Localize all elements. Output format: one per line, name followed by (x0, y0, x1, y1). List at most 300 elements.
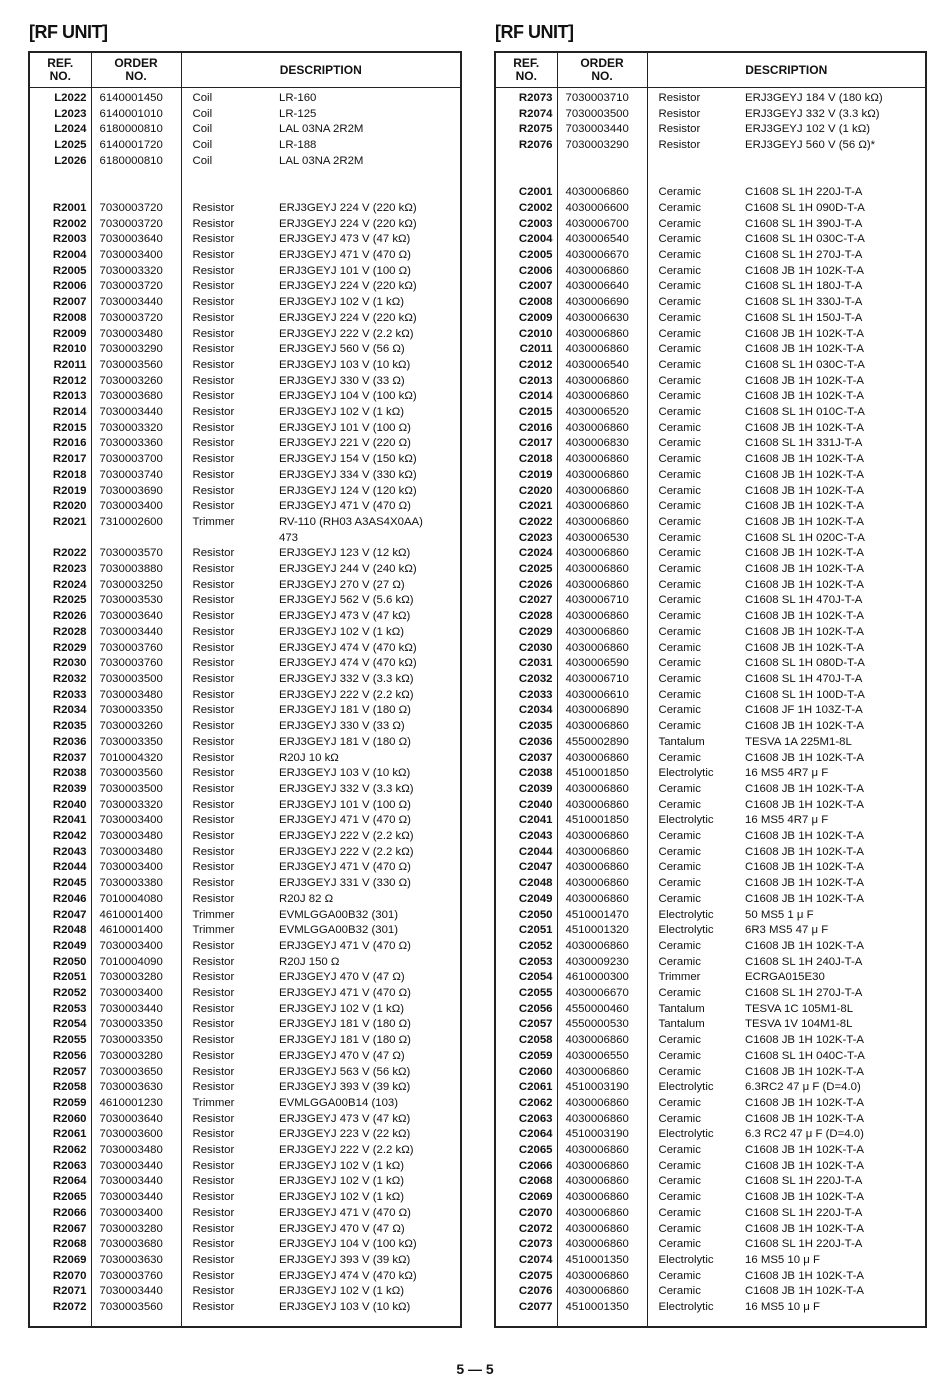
table-row (30, 436, 460, 452)
order-no-cell: 6140001720 (91, 138, 181, 154)
order-no-cell: 4030006860 (557, 1222, 647, 1238)
part-type-cell: Ceramic (658, 406, 701, 419)
part-type-cell (647, 154, 745, 170)
table-row (496, 1065, 925, 1081)
table-row (496, 1190, 925, 1206)
description-cell: C1608 JB 1H 102K-T-A (745, 578, 865, 591)
table-row (496, 295, 925, 311)
part-type-cell: Ceramic (658, 1065, 701, 1078)
table-row (496, 860, 925, 876)
order-no-cell: 7030003600 (91, 1127, 181, 1143)
order-no-cell: 4030006860 (557, 1237, 647, 1253)
ref-no-cell: C2030 (496, 641, 557, 657)
order-no-cell: 4510003190 (557, 1080, 647, 1096)
order-no-header (557, 53, 647, 88)
ref-no-cell: C2007 (496, 279, 557, 295)
description-cell: ERJ3GEYJ 470 V (47 Ω) (279, 1049, 405, 1062)
ref-no-cell: C2065 (496, 1143, 557, 1159)
table-row (496, 170, 925, 186)
table-row (496, 342, 925, 358)
part-type-cell: Ceramic (658, 1112, 701, 1125)
part-type-cell: Resistor (192, 1285, 235, 1298)
part-type-cell (647, 170, 745, 186)
part-type-cell: Resistor (192, 343, 235, 356)
ref-no-cell: R2074 (496, 107, 557, 123)
part-type-cell: Coil (192, 154, 213, 167)
table-row (30, 1300, 460, 1316)
table-row (496, 782, 925, 798)
order-no-cell: 7030003720 (91, 311, 181, 327)
ref-no-cell: R2033 (30, 688, 91, 704)
ref-no-cell: C2060 (496, 1065, 557, 1081)
order-no-cell: 7030003630 (91, 1080, 181, 1096)
table-row (30, 672, 460, 688)
part-type-cell (181, 170, 279, 186)
part-type-cell: Electrolytic (658, 908, 714, 921)
order-no-cell: 4030006710 (557, 672, 647, 688)
part-type-cell: Resistor (192, 327, 235, 340)
ref-no-cell: C2026 (496, 578, 557, 594)
order-no-cell: 4030006860 (557, 1269, 647, 1285)
order-no-cell: 7030003640 (91, 1112, 181, 1128)
description-header (647, 53, 925, 88)
order-no-cell: 4030006860 (557, 892, 647, 908)
table-row (30, 1284, 460, 1300)
table-row (30, 1080, 460, 1096)
part-type-cell: Ceramic (658, 672, 701, 685)
table-row (496, 217, 925, 233)
ref-no-cell: R2075 (496, 122, 557, 138)
ref-no-cell: R2025 (30, 593, 91, 609)
table-row (30, 1049, 460, 1065)
ref-no-cell: C2054 (496, 970, 557, 986)
description-cell: ERJ3GEYJ 470 V (47 Ω) (279, 971, 405, 984)
table-row (30, 217, 460, 233)
left-parts-table (28, 51, 462, 1328)
table-row (30, 515, 460, 531)
order-no-cell: 4030006670 (557, 248, 647, 264)
ref-no-cell: C2040 (496, 798, 557, 814)
table-row (30, 688, 460, 704)
part-type-cell: Ceramic (658, 782, 701, 795)
table-row (30, 578, 460, 594)
ref-no-cell: C2049 (496, 892, 557, 908)
part-type-cell: Ceramic (658, 1191, 701, 1204)
ref-no-cell: R2040 (30, 798, 91, 814)
part-type-cell: Ceramic (658, 327, 701, 340)
order-no-cell: 7030003680 (91, 389, 181, 405)
order-no-cell: 4030006860 (557, 845, 647, 861)
table-row (496, 1112, 925, 1128)
part-type-cell: Ceramic (658, 186, 701, 199)
part-type-cell: Electrolytic (658, 1301, 714, 1314)
order-no-cell: 4030006520 (557, 405, 647, 421)
description-cell: ERJ3GEYJ 474 V (470 kΩ) (279, 1269, 417, 1282)
ref-no-cell: R2058 (30, 1080, 91, 1096)
ref-no-cell: C2055 (496, 986, 557, 1002)
ref-no-cell: C2013 (496, 374, 557, 390)
description-cell: ERJ3GEYJ 224 V (220 kΩ) (279, 311, 417, 324)
order-no-cell: 7030003560 (91, 1300, 181, 1316)
part-type-cell: Electrolytic (658, 1254, 714, 1266)
table-row (496, 876, 925, 892)
part-type-cell: Ceramic (658, 201, 701, 214)
table-row (30, 327, 460, 343)
table-row (30, 154, 460, 170)
ref-no-cell: C2028 (496, 609, 557, 625)
description-cell: C1608 JB 1H 102K-T-A (745, 1112, 865, 1125)
part-type-cell: Ceramic (658, 594, 701, 607)
table-row (496, 766, 925, 782)
ref-no-cell: R2023 (30, 562, 91, 578)
ref-no-cell: C2044 (496, 845, 557, 861)
description-cell: C1608 JB 1H 102K-T-A (745, 327, 865, 340)
description-cell: C1608 JB 1H 102K-T-A (745, 515, 865, 528)
part-type-cell: Resistor (192, 468, 235, 481)
order-no-cell: 4030006860 (557, 751, 647, 767)
order-no-cell: 7030003350 (91, 1033, 181, 1049)
description-cell: ERJ3GEYJ 104 V (100 kΩ) (279, 390, 417, 403)
ref-header-text: REF. NO. (47, 56, 74, 83)
part-type-cell: Resistor (192, 1301, 235, 1314)
part-type-cell: Ceramic (658, 1159, 701, 1172)
ref-no-cell: R2022 (30, 546, 91, 562)
order-no-cell: 4610001400 (91, 923, 181, 939)
part-type-cell: Ceramic (658, 500, 701, 513)
table-row (496, 1033, 925, 1049)
order-no-cell: 4610000300 (557, 970, 647, 986)
ref-no-cell: R2006 (30, 279, 91, 295)
part-type-cell: Resistor (192, 971, 235, 984)
part-type-cell: Resistor (192, 892, 235, 905)
table-row (30, 88, 460, 107)
part-type-cell: Resistor (192, 406, 235, 419)
ref-no-cell: R2043 (30, 845, 91, 861)
table-row (30, 719, 460, 735)
table-row (30, 358, 460, 374)
order-no-cell: 4030006860 (557, 374, 647, 390)
description-cell: 6R3 MS5 47 μ F (745, 924, 829, 937)
part-type-cell: Resistor (658, 92, 701, 104)
right-unit-title: [RF UNIT] (495, 22, 574, 42)
order-no-cell: 4030006860 (557, 1096, 647, 1112)
table-row (496, 719, 925, 735)
ref-no-cell: R2037 (30, 751, 91, 767)
description-cell: C1608 JB 1H 102K-T-A (745, 798, 865, 811)
description-cell: C1608 SL 1H 470J-T-A (745, 594, 863, 607)
part-type-cell: Ceramic (658, 798, 701, 811)
part-type-cell: Resistor (192, 201, 235, 214)
ref-no-cell (30, 531, 91, 547)
ref-no-cell: C2052 (496, 939, 557, 955)
order-no-cell: 4030006860 (557, 1174, 647, 1190)
ref-no-cell: C2057 (496, 1017, 557, 1033)
ref-no-cell: R2048 (30, 923, 91, 939)
table-row (496, 986, 925, 1002)
ref-no-cell: C2063 (496, 1112, 557, 1128)
table-row (30, 342, 460, 358)
description-cell: ECRGA015E30 (745, 971, 825, 984)
table-row (30, 468, 460, 484)
table-row (30, 593, 460, 609)
ref-no-cell: R2066 (30, 1206, 91, 1222)
part-type-cell: Ceramic (658, 955, 701, 968)
part-type-cell: Resistor (192, 955, 235, 968)
ref-no-cell: C2066 (496, 1159, 557, 1175)
table-row (496, 1253, 925, 1269)
description-cell: ERJ3GEYJ 332 V (3.3 kΩ) (279, 672, 414, 685)
ref-no-cell: R2012 (30, 374, 91, 390)
order-no-cell: 7030003480 (91, 1143, 181, 1159)
part-type-cell: Resistor (192, 1206, 235, 1219)
description-cell: C1608 SL 1H 270J-T-A (745, 987, 863, 1000)
ref-no-cell: R2072 (30, 1300, 91, 1316)
description-cell: ERJ3GEYJ 330 V (33 Ω) (279, 720, 405, 733)
ref-no-cell: R2049 (30, 939, 91, 955)
order-no-cell: 7030003760 (91, 656, 181, 672)
ref-no-cell: R2068 (30, 1237, 91, 1253)
part-type-cell: Ceramic (658, 437, 701, 450)
ref-no-cell: C2036 (496, 735, 557, 751)
table-row (30, 813, 460, 829)
table-row (496, 154, 925, 170)
order-no-cell: 7030003400 (91, 860, 181, 876)
ref-no-cell: R2005 (30, 264, 91, 280)
part-type-cell: Resistor (192, 625, 235, 638)
order-no-cell: 4030006690 (557, 295, 647, 311)
description-cell: ERJ3GEYJ 474 V (470 kΩ) (279, 657, 417, 670)
desc-header-text: DESCRIPTION (279, 62, 362, 77)
table-row (30, 1159, 460, 1175)
ref-no-cell: R2020 (30, 499, 91, 515)
description-cell: 50 MS5 1 μ F (745, 908, 814, 921)
table-row (496, 1049, 925, 1065)
part-type-cell: Ceramic (658, 249, 701, 261)
part-type-cell: Resistor (192, 500, 235, 513)
order-no-cell: 4030006860 (557, 578, 647, 594)
order-no-cell: 7030003640 (91, 609, 181, 625)
order-no-cell: 4030009230 (557, 955, 647, 971)
table-row (30, 845, 460, 861)
table-row (30, 641, 460, 657)
description-cell: 16 MS5 10 μ F (745, 1301, 820, 1314)
part-type-cell: Ceramic (658, 296, 701, 309)
table-row (30, 421, 460, 437)
order-no-cell: 7010004080 (91, 892, 181, 908)
part-type-cell: Resistor (192, 421, 235, 434)
description-cell: C1608 JF 1H 103Z-T-A (745, 704, 863, 717)
description-cell: C1608 JB 1H 102K-T-A (745, 720, 865, 733)
order-no-cell: 4030006540 (557, 232, 647, 248)
table-row (496, 1284, 925, 1300)
order-no-cell: 4030006860 (557, 876, 647, 892)
part-type-cell: Ceramic (658, 358, 701, 371)
part-type-cell: Ceramic (658, 688, 701, 701)
description-cell: ERJ3GEYJ 471 V (470 Ω) (279, 814, 411, 827)
part-type-cell: Ceramic (658, 311, 701, 324)
table-row (496, 955, 925, 971)
order-no-cell: 7030003400 (91, 986, 181, 1002)
ref-no-cell: R2019 (30, 484, 91, 500)
part-type-cell: Resistor (192, 374, 235, 387)
order-no-cell (91, 185, 181, 201)
table-row (496, 1017, 925, 1033)
table-row (496, 1002, 925, 1018)
order-no-cell: 7030003400 (91, 248, 181, 264)
description-cell: LR-125 (279, 107, 317, 120)
order-no-cell: 4030006640 (557, 279, 647, 295)
description-cell: 16 MS5 4R7 μ F (745, 814, 829, 827)
description-cell: C1608 SL 1H 220J-T-A (745, 1206, 863, 1219)
description-cell: ERJ3GEYJ 473 V (47 kΩ) (279, 233, 411, 246)
part-type-cell: Trimmer (192, 924, 235, 937)
description-cell (279, 170, 460, 186)
part-type-cell: Resistor (192, 1065, 235, 1078)
part-type-cell: Trimmer (192, 515, 235, 528)
table-row (496, 1159, 925, 1175)
description-cell: C1608 JB 1H 102K-T-A (745, 1269, 865, 1282)
part-type-cell: Resistor (192, 782, 235, 795)
description-cell: ERJ3GEYJ 471 V (470 Ω) (279, 939, 411, 952)
table-row (30, 484, 460, 500)
order-no-cell: 7030003480 (91, 688, 181, 704)
table-row (496, 1206, 925, 1222)
description-cell: ERJ3GEYJ 123 V (12 kΩ) (279, 547, 411, 560)
description-cell: ERJ3GEYJ 102 V (1 kΩ) (279, 1175, 404, 1188)
description-cell: ERJ3GEYJ 330 V (33 Ω) (279, 374, 405, 387)
order-no-cell: 7030003570 (91, 546, 181, 562)
order-no-cell: 7030003440 (91, 625, 181, 641)
filler-cell (279, 1316, 460, 1326)
part-type-cell: Coil (192, 123, 213, 136)
order-no-cell: 4030006610 (557, 688, 647, 704)
part-type-cell: Resistor (192, 1269, 235, 1282)
description-cell: ERJ3GEYJ 393 V (39 kΩ) (279, 1254, 411, 1266)
order-no-cell: 7030003360 (91, 436, 181, 452)
filler-cell (745, 1316, 925, 1326)
description-cell: ERJ3GEYJ 102 V (1 kΩ) (745, 123, 870, 136)
part-type-cell: Trimmer (658, 971, 701, 984)
part-type-cell: Ceramic (658, 578, 701, 591)
part-type-cell: Resistor (192, 1034, 235, 1047)
ref-no-cell (496, 170, 557, 186)
table-row (30, 405, 460, 421)
order-no-cell: 4030006860 (557, 327, 647, 343)
order-no-cell: 4030006830 (557, 436, 647, 452)
description-cell: TESVA 1V 104M1-8L (745, 1018, 853, 1031)
order-no-cell: 7030003760 (91, 1269, 181, 1285)
order-no-cell: 7030003710 (557, 88, 647, 107)
table-row (496, 1300, 925, 1316)
ref-no-cell: R2062 (30, 1143, 91, 1159)
order-no-cell: 4030006860 (557, 185, 647, 201)
description-cell: EVMLGGA00B14 (103) (279, 1096, 399, 1109)
ref-no-cell: R2028 (30, 625, 91, 641)
part-type-cell: Ceramic (658, 390, 701, 403)
ref-no-cell: C2008 (496, 295, 557, 311)
order-no-cell: 4030006860 (557, 1143, 647, 1159)
table-row (30, 1143, 460, 1159)
ref-no-cell: R2051 (30, 970, 91, 986)
description-cell: C1608 SL 1H 030C-T-A (745, 233, 865, 246)
order-no-cell: 4030006860 (557, 641, 647, 657)
table-row (30, 311, 460, 327)
ref-no-cell: R2056 (30, 1049, 91, 1065)
part-type-cell: Resistor (192, 217, 235, 230)
table-row (30, 656, 460, 672)
order-no-cell: 7030003280 (91, 970, 181, 986)
description-cell: C1608 JB 1H 102K-T-A (745, 1285, 865, 1298)
table-row (30, 1206, 460, 1222)
part-type-cell: Electrolytic (658, 924, 714, 937)
ref-no-cell (30, 170, 91, 186)
ref-no-cell: R2001 (30, 201, 91, 217)
ref-no-cell: R2076 (496, 138, 557, 154)
part-type-cell: Ceramic (658, 939, 701, 952)
ref-no-cell: C2072 (496, 1222, 557, 1238)
part-type-cell: Ceramic (658, 1034, 701, 1047)
description-cell: C1608 JB 1H 102K-T-A (745, 1065, 865, 1078)
order-no-cell: 4030006860 (557, 1112, 647, 1128)
ref-no-cell: R2042 (30, 829, 91, 845)
description-cell: RV-110 (RH03 A3AS4X0AA) (279, 515, 423, 528)
part-type-cell: Electrolytic (658, 767, 714, 780)
ref-no-cell: C2010 (496, 327, 557, 343)
ref-no-cell: C2021 (496, 499, 557, 515)
table-row (30, 232, 460, 248)
table-row (496, 107, 925, 123)
ref-no-cell: C2034 (496, 703, 557, 719)
ref-no-cell: R2011 (30, 358, 91, 374)
ref-no-cell: R2050 (30, 955, 91, 971)
order-no-cell: 4030006860 (557, 625, 647, 641)
order-no-cell (91, 531, 181, 547)
description-cell: C1608 SL 1H 331J-T-A (745, 437, 863, 450)
table-row (30, 1127, 460, 1143)
description-cell: ERJ3GEYJ 393 V (39 kΩ) (279, 1081, 411, 1094)
description-cell (279, 185, 460, 201)
ref-no-cell: R2010 (30, 342, 91, 358)
part-type-cell: Ceramic (658, 987, 701, 1000)
ref-no-cell: C2024 (496, 546, 557, 562)
ref-no-cell: C2011 (496, 342, 557, 358)
table-row (30, 860, 460, 876)
description-cell: ERJ3GEYJ 221 V (220 Ω) (279, 437, 411, 450)
description-cell: TESVA 1C 105M1-8L (745, 1002, 854, 1015)
description-cell: C1608 JB 1H 102K-T-A (745, 892, 865, 905)
part-type-cell: Resistor (192, 390, 235, 403)
table-row (496, 185, 925, 201)
filler-cell (91, 1316, 181, 1326)
order-no-cell: 4030006860 (557, 609, 647, 625)
left-unit-title: [RF UNIT] (29, 22, 108, 42)
ref-no-cell: R2063 (30, 1159, 91, 1175)
description-cell: ERJ3GEYJ 332 V (3.3 kΩ) (745, 107, 880, 120)
part-type-cell: Coil (192, 92, 213, 104)
part-type-cell: Resistor (192, 453, 235, 466)
order-no-cell: 4030006860 (557, 515, 647, 531)
table-row (496, 1174, 925, 1190)
ref-no-cell: R2035 (30, 719, 91, 735)
table-row (30, 170, 460, 186)
description-cell: C1608 JB 1H 102K-T-A (745, 421, 865, 434)
part-type-cell: Resistor (192, 751, 235, 764)
order-no-cell: 7030003440 (91, 1284, 181, 1300)
part-type-cell: Resistor (192, 358, 235, 371)
order-no-cell: 7030003880 (91, 562, 181, 578)
description-cell: ERJ3GEYJ 560 V (56 Ω)* (745, 139, 876, 152)
table-row (30, 264, 460, 280)
